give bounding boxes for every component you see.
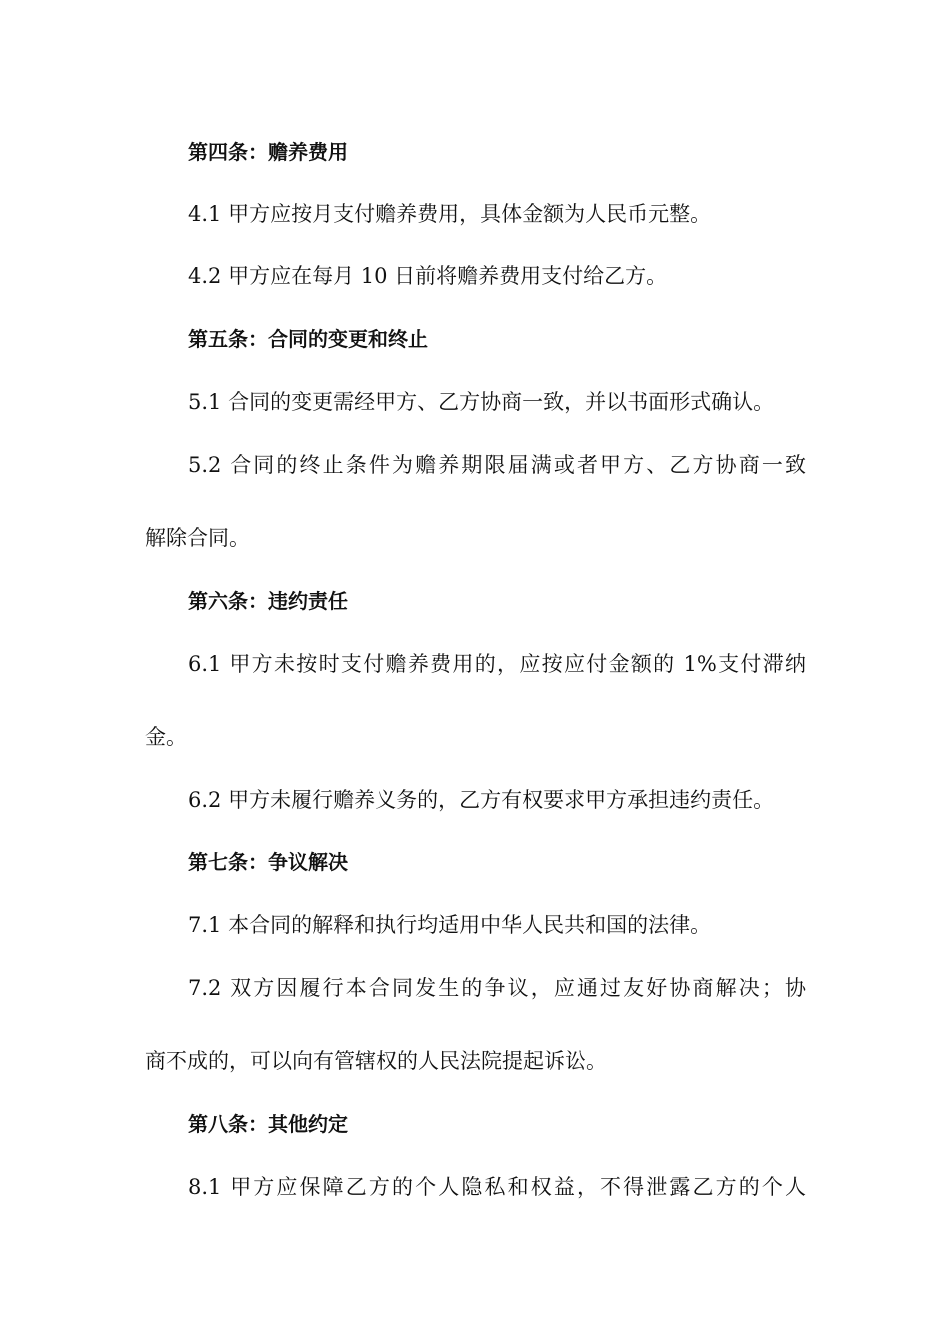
paragraph: 5.1 合同的变更需经甲方、乙方协商一致，并以书面形式确认。 bbox=[188, 390, 775, 414]
section-heading: 第四条：赡养费用 bbox=[188, 140, 348, 164]
paragraph-line: 8.1 甲方应保障乙方的个人隐私和权益，不得泄露乙方的个人 bbox=[188, 1175, 806, 1199]
section-heading: 第七条：争议解决 bbox=[188, 850, 348, 874]
paragraph-line: 7.2 双方因履行本合同发生的争议，应通过友好协商解决；协 bbox=[188, 976, 806, 1000]
paragraph: 4.2 甲方应在每月 10 日前将赡养费用支付给乙方。 bbox=[188, 264, 668, 288]
paragraph-line: 解除合同。 bbox=[145, 526, 250, 550]
section-heading: 第六条：违约责任 bbox=[188, 589, 348, 613]
paragraph-line: 5.2 合同的终止条件为赡养期限届满或者甲方、乙方协商一致 bbox=[188, 453, 806, 477]
paragraph-line: 金。 bbox=[145, 725, 187, 749]
paragraph: 4.1 甲方应按月支付赡养费用，具体金额为人民币元整。 bbox=[188, 202, 712, 226]
section-heading: 第八条：其他约定 bbox=[188, 1112, 348, 1136]
paragraph: 7.1 本合同的解释和执行均适用中华人民共和国的法律。 bbox=[188, 913, 712, 937]
paragraph: 6.2 甲方未履行赡养义务的，乙方有权要求甲方承担违约责任。 bbox=[188, 788, 775, 812]
paragraph-line: 商不成的，可以向有管辖权的人民法院提起诉讼。 bbox=[145, 1049, 607, 1073]
section-heading: 第五条：合同的变更和终止 bbox=[188, 327, 428, 351]
paragraph-line: 6.1 甲方未按时支付赡养费用的，应按应付金额的 1%支付滞纳 bbox=[188, 652, 806, 676]
